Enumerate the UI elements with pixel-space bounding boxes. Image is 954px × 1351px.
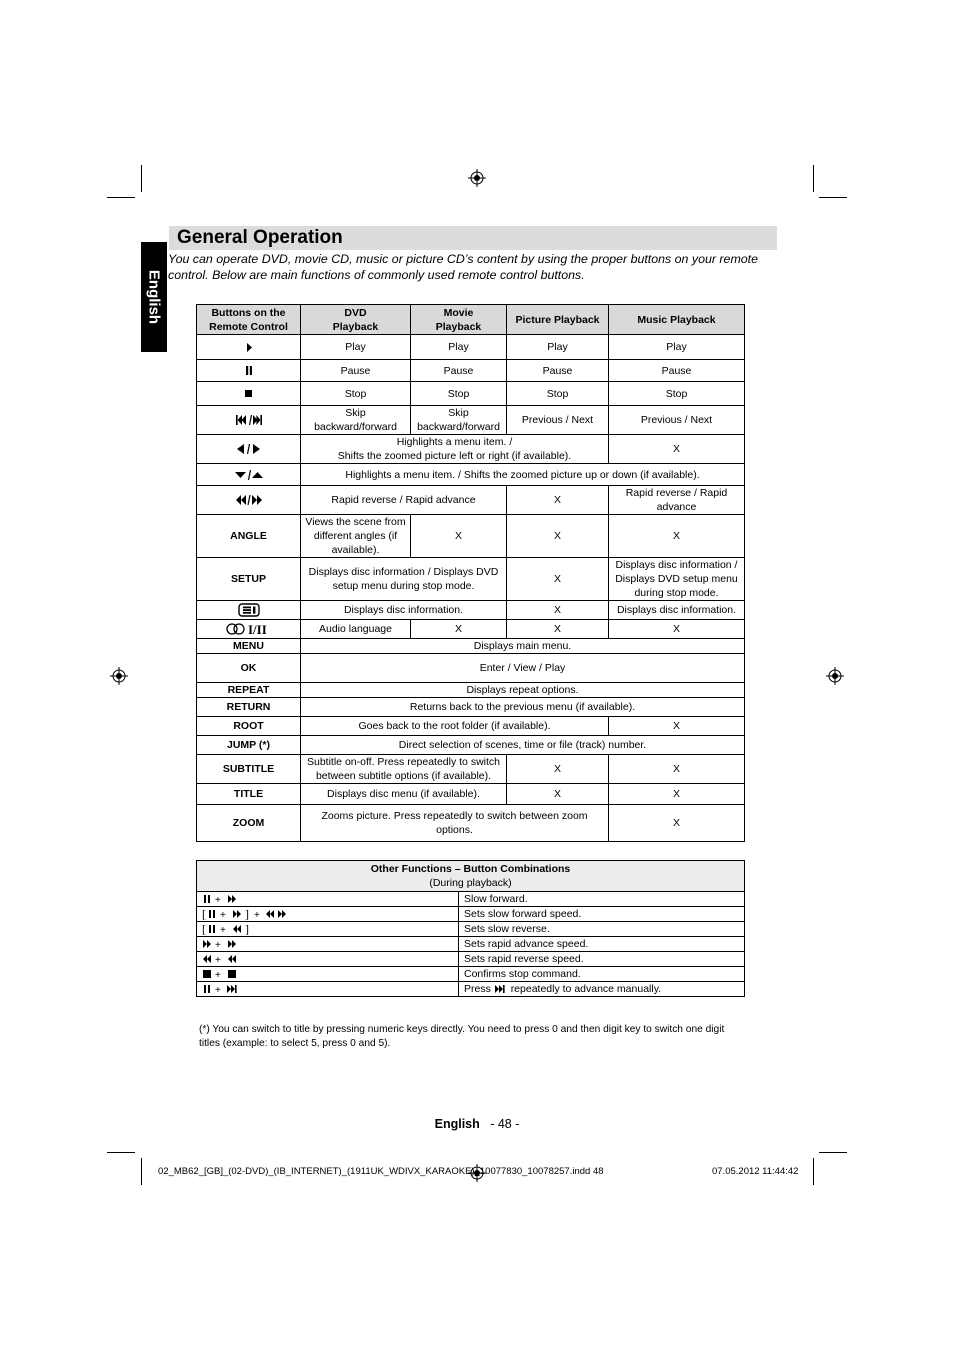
info-icon	[197, 601, 301, 620]
remote-functions-table	[196, 304, 745, 842]
cell: X	[507, 755, 609, 784]
svg-text:]: ]	[245, 922, 249, 935]
table-row	[197, 620, 745, 639]
left-right-arrows-icon	[197, 435, 301, 464]
button-name: MENU	[197, 639, 301, 654]
stop-plus-stop-icon	[197, 967, 459, 982]
combination-description: Sets slow forward speed.	[459, 907, 745, 922]
button-name: RETURN	[197, 698, 301, 717]
table-row	[197, 937, 745, 952]
rewind-plus-rewind-icon	[197, 952, 459, 967]
cell: Displays disc menu (if available).	[301, 784, 507, 805]
language-side-tab-label: English	[145, 269, 163, 325]
button-name: OK	[197, 654, 301, 683]
column-header-dvd: DVD Playback	[301, 305, 411, 335]
cell: Play	[301, 335, 411, 360]
language-side-tab	[141, 242, 167, 352]
pause-plus-fast-forward-icon	[197, 892, 459, 907]
crop-mark	[813, 165, 814, 192]
registration-mark-icon	[826, 667, 844, 685]
cell: X	[507, 486, 609, 515]
cell: X	[411, 515, 507, 558]
cell: Displays repeat options.	[301, 683, 745, 698]
footnote: (*) You can switch to title by pressing numeric keys directly. You need to press 0 and then digit key to switch one digit titles (example: to select 5, press 0 and 5).	[199, 1024, 725, 1049]
cell: X	[411, 620, 507, 639]
page-number: - 48 -	[490, 1117, 520, 1131]
table-row	[197, 601, 745, 620]
cell: Stop	[411, 382, 507, 406]
skip-prev-next-icon	[197, 406, 301, 435]
combination-description: Sets slow reverse.	[459, 922, 745, 937]
cell: X	[609, 805, 745, 842]
button-name: SUBTITLE	[197, 755, 301, 784]
cell: X	[609, 620, 745, 639]
table-row	[197, 698, 745, 717]
rapid-rev-adv-icon	[197, 486, 301, 515]
crop-mark	[141, 165, 142, 192]
stop-icon	[197, 382, 301, 406]
print-slug-timestamp: 07.05.2012 11:44:42	[712, 1166, 799, 1177]
cell: X	[507, 784, 609, 805]
description-suffix: repeatedly to advance manually.	[510, 982, 662, 995]
table-row	[197, 464, 745, 486]
column-header-movie: Movie Playback	[411, 305, 507, 335]
table-row	[197, 982, 745, 997]
crop-mark	[813, 1158, 814, 1185]
column-header-music: Music Playback	[609, 305, 745, 335]
fast-forward-plus-fast-forward-icon	[197, 937, 459, 952]
button-name: REPEAT	[197, 683, 301, 698]
button-name: ROOT	[197, 717, 301, 736]
cell: Highlights a menu item. / Shifts the zoomed picture up or down (if available).	[301, 464, 745, 486]
cell: Stop	[609, 382, 745, 406]
svg-text:[: [	[202, 922, 206, 935]
cell: Returns back to the previous menu (if available).	[301, 698, 745, 717]
column-header-picture: Picture Playback	[507, 305, 609, 335]
button-name: ZOOM	[197, 805, 301, 842]
cell: X	[609, 515, 745, 558]
cell: Previous / Next	[609, 406, 745, 435]
cell: Displays disc information / Displays DVD setup menu during stop mode.	[609, 558, 745, 601]
table-row	[197, 907, 745, 922]
pause-icon	[197, 360, 301, 382]
pause-ff-plus-rew-fwd-icon	[197, 907, 459, 922]
cell: Views the scene from different angles (if available).	[301, 515, 411, 558]
svg-text:I/II: I/II	[247, 622, 267, 637]
svg-text:+: +	[215, 894, 221, 904]
cell: Goes back to the root folder (if available).	[301, 717, 609, 736]
table-row	[197, 922, 745, 937]
print-slug-filename: 02_MB62_[GB]_(02-DVD)_(IB_INTERNET)_(1911UK_WDIVX_KARAOKE)_10077830_10078257.indd 48	[158, 1166, 604, 1177]
button-combinations-table	[196, 860, 745, 997]
cell: Pause	[301, 360, 411, 382]
combinations-header-title: Other Functions – Button Combinations	[370, 863, 571, 875]
table-row	[197, 360, 745, 382]
audio-language-icon	[197, 620, 301, 639]
page-footer	[0, 1117, 954, 1131]
svg-text:[: [	[202, 907, 206, 920]
page-title: General Operation	[177, 227, 343, 248]
cell: X	[507, 558, 609, 601]
cell: Stop	[301, 382, 411, 406]
cell: Skip backward/forward	[411, 406, 507, 435]
cell: Rapid reverse / Rapid advance	[301, 486, 507, 515]
cell: Subtitle on-off. Press repeatedly to switch between subtitle options (if available).	[301, 755, 507, 784]
cell: Pause	[609, 360, 745, 382]
play-icon	[197, 335, 301, 360]
table-row	[197, 784, 745, 805]
crop-mark	[141, 1158, 142, 1185]
table-row	[197, 435, 745, 464]
combination-description: Sets rapid advance speed.	[459, 937, 745, 952]
table-row	[197, 755, 745, 784]
cell: X	[507, 601, 609, 620]
cell: Play	[609, 335, 745, 360]
table-row	[197, 683, 745, 698]
combination-description: Sets rapid reverse speed.	[459, 952, 745, 967]
intro-paragraph: You can operate DVD, movie CD, music or picture CD’s content by using the proper buttons on your remote control. Below are main functions of commonly used remote control buttons.	[168, 252, 758, 282]
table-row	[197, 805, 745, 842]
cell: Previous / Next	[507, 406, 609, 435]
table-row	[197, 717, 745, 736]
cell: Skip backward/forward	[301, 406, 411, 435]
cell: Stop	[507, 382, 609, 406]
registration-mark-icon	[110, 667, 128, 685]
cell: Displays disc information.	[609, 601, 745, 620]
cell: Displays main menu.	[301, 639, 745, 654]
svg-text:+: +	[215, 984, 221, 994]
crop-mark	[107, 197, 135, 198]
table-row	[197, 892, 745, 907]
table-row	[197, 382, 745, 406]
column-header-buttons: Buttons on the Remote Control	[197, 305, 301, 335]
combination-description: Confirms stop command.	[459, 967, 745, 982]
button-name: ANGLE	[197, 515, 301, 558]
combinations-header-subtitle: (During playback)	[429, 877, 512, 889]
cell: Pause	[507, 360, 609, 382]
cell: Audio language	[301, 620, 411, 639]
cell: Play	[411, 335, 507, 360]
svg-text:+: +	[215, 969, 221, 979]
page-title-bar	[169, 226, 777, 250]
pause-plus-next-icon	[197, 982, 459, 997]
table-row	[197, 515, 745, 558]
pause-plus-rewind-icon	[197, 922, 459, 937]
cell: X	[609, 717, 745, 736]
button-name: JUMP (*)	[197, 736, 301, 755]
table-row	[197, 639, 745, 654]
cell: Displays disc information.	[301, 601, 507, 620]
down-up-arrows-icon	[197, 464, 301, 486]
table-row	[197, 736, 745, 755]
cell: Play	[507, 335, 609, 360]
cell: Zooms picture. Press repeatedly to switch between zoom options.	[301, 805, 609, 842]
svg-text:+: +	[215, 954, 221, 964]
crop-mark	[107, 1152, 135, 1153]
svg-text:]: ]	[245, 907, 249, 920]
cell: X	[609, 435, 745, 464]
combination-description	[459, 982, 745, 997]
cell: X	[609, 755, 745, 784]
cell: Rapid reverse / Rapid advance	[609, 486, 745, 515]
cell: Pause	[411, 360, 507, 382]
cell: X	[507, 620, 609, 639]
svg-text:+: +	[254, 909, 260, 920]
table-row	[197, 486, 745, 515]
table-row	[197, 967, 745, 982]
svg-text:+: +	[215, 939, 221, 949]
table-row	[197, 952, 745, 967]
table-row	[197, 654, 745, 683]
cell: Highlights a menu item. / Shifts the zoomed picture left or right (if available).	[301, 435, 609, 464]
combinations-header	[197, 861, 745, 892]
combination-description: Slow forward.	[459, 892, 745, 907]
next-icon	[494, 984, 508, 994]
svg-text:+: +	[220, 924, 226, 935]
cell: Enter / View / Play	[301, 654, 745, 683]
description-prefix: Press	[464, 982, 491, 995]
registration-mark-icon	[468, 169, 486, 187]
cell: X	[507, 515, 609, 558]
cell: Direct selection of scenes, time or file (track) number.	[301, 736, 745, 755]
cell: Displays disc information / Displays DVD setup menu during stop mode.	[301, 558, 507, 601]
button-name: TITLE	[197, 784, 301, 805]
cell: X	[609, 784, 745, 805]
table-row	[197, 406, 745, 435]
crop-mark	[819, 1152, 847, 1153]
page-label: English	[434, 1117, 480, 1131]
table-row	[197, 558, 745, 601]
svg-text:+: +	[220, 909, 226, 920]
crop-mark	[819, 197, 847, 198]
table-row	[197, 335, 745, 360]
button-name: SETUP	[197, 558, 301, 601]
